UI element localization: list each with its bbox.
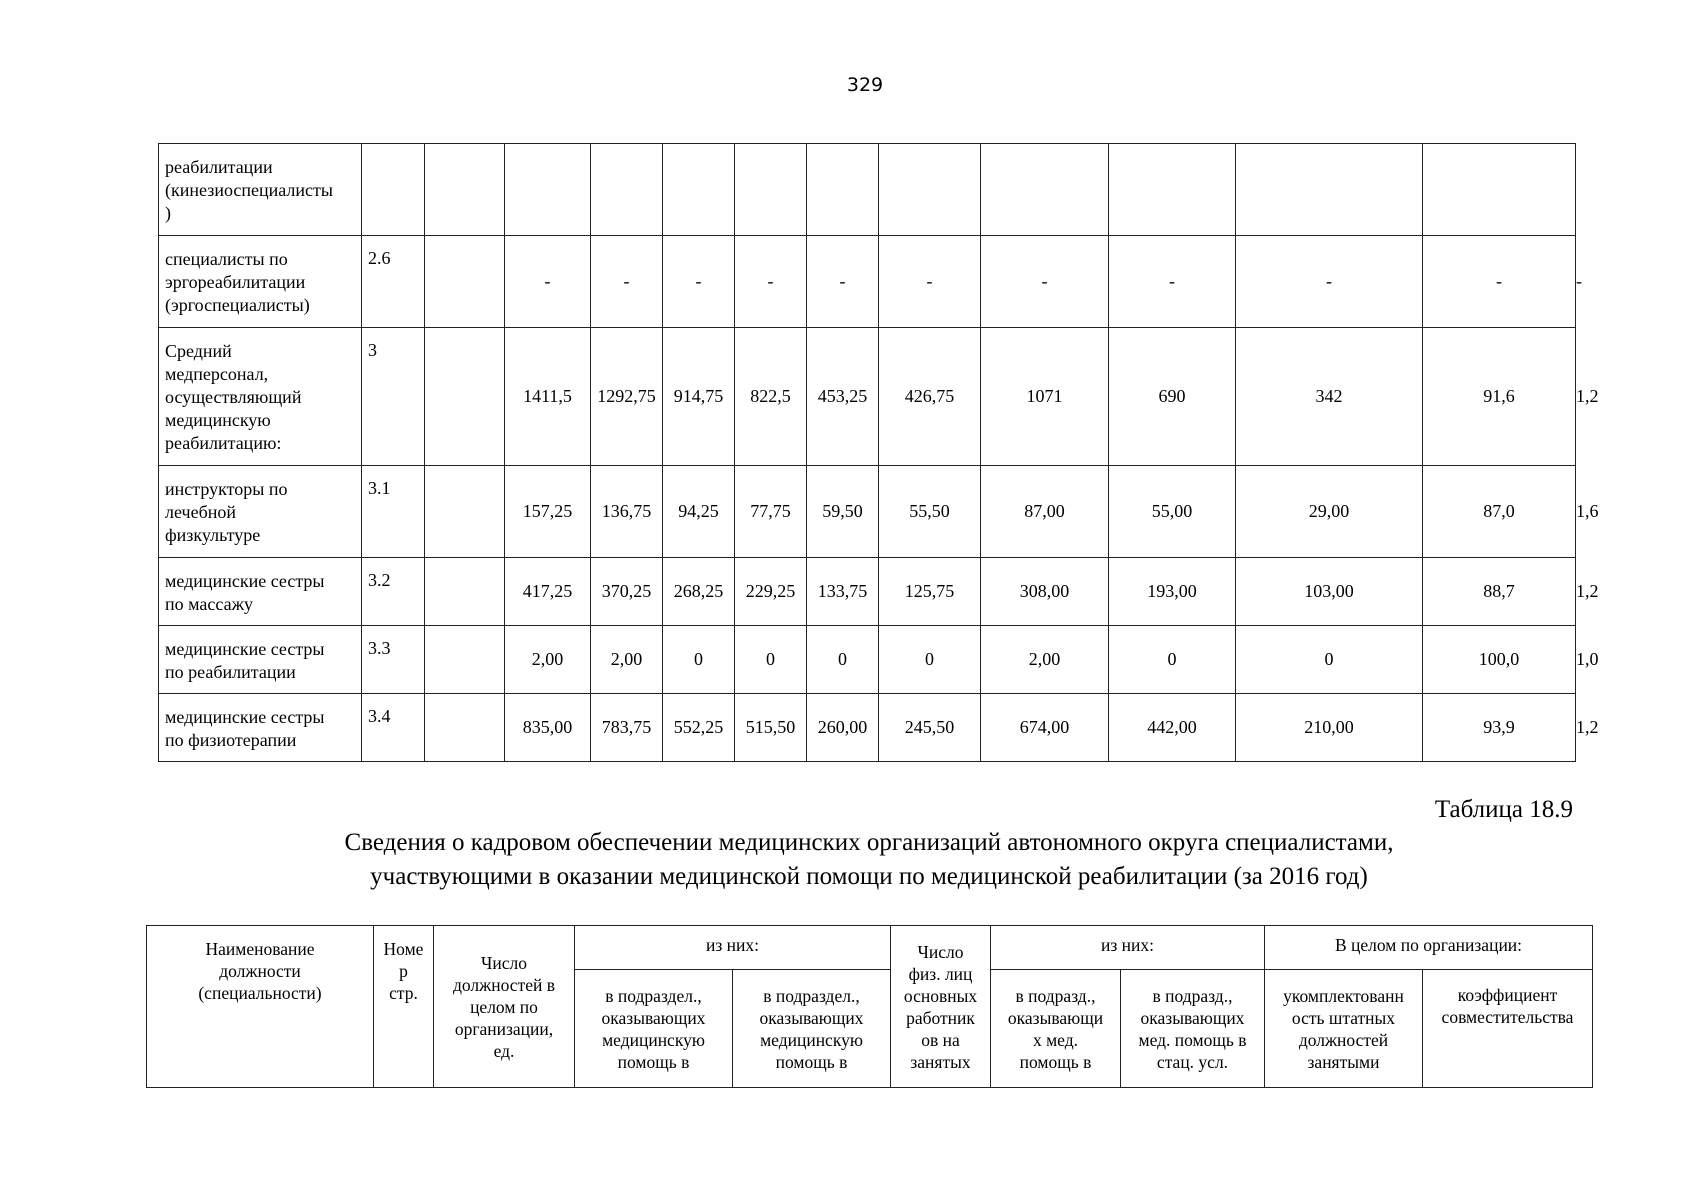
header-sub-column: в подразд., оказывающи х мед. помощь в xyxy=(991,970,1121,1088)
header-physical-persons: Число физ. лиц основных работник ов на занятых xyxy=(891,926,991,1088)
header-total-positions: Число должностей в целом по организации, ед. xyxy=(434,926,575,1088)
value-cell: 94,25 xyxy=(663,466,735,558)
row-number-cell: 3.2 xyxy=(362,558,425,626)
value-cell xyxy=(1236,144,1423,236)
position-name-cell: медицинские сестры по физиотерапии xyxy=(159,694,362,762)
value-cell: - xyxy=(981,236,1109,328)
value-cell xyxy=(807,144,879,236)
value-cell: 0 xyxy=(735,626,807,694)
value-cell: 370,25 xyxy=(591,558,663,626)
header-sub-column: в подраздел., оказывающих медицинскую помощь в xyxy=(733,970,891,1088)
value-cell: - xyxy=(663,236,735,328)
row-number-cell: 2.6 xyxy=(362,236,425,328)
value-cell: 55,50 xyxy=(879,466,981,558)
value-cell: 93,9 xyxy=(1423,694,1576,762)
row-number-cell xyxy=(362,144,425,236)
empty-cell xyxy=(425,466,505,558)
value-cell: - xyxy=(505,236,591,328)
value-cell: 690 xyxy=(1109,328,1236,466)
position-name-cell: инструкторы по лечебной физкультуре xyxy=(159,466,362,558)
position-name-cell: медицинские сестры по реабилитации xyxy=(159,626,362,694)
value-cell: 2,00 xyxy=(591,626,663,694)
value-cell: 87,0 xyxy=(1423,466,1576,558)
value-cell: 268,25 xyxy=(663,558,735,626)
staffing-table-header xyxy=(146,925,1593,1088)
value-cell: 342 xyxy=(1236,328,1423,466)
value-cell xyxy=(1423,144,1576,236)
value-cell: 0 xyxy=(1109,626,1236,694)
position-name-cell: медицинские сестры по массажу xyxy=(159,558,362,626)
value-cell: 77,75 xyxy=(735,466,807,558)
table-row: специалисты по эргореабилитации (эргоспециалисты) 2.6 - - - - - - - - - - - xyxy=(159,236,1576,328)
header-group-of-them: из них: xyxy=(991,926,1265,970)
value-cell xyxy=(505,144,591,236)
value-cell: - xyxy=(1236,236,1423,328)
value-cell: - xyxy=(807,236,879,328)
row-number-cell: 3.3 xyxy=(362,626,425,694)
value-cell xyxy=(663,144,735,236)
value-cell: 193,00 xyxy=(1109,558,1236,626)
value-cell: 914,75 xyxy=(663,328,735,466)
page-number: 329 xyxy=(846,74,884,96)
table-number: Таблица 18.9 xyxy=(1434,796,1573,823)
position-name-cell: реабилитации (кинезиоспециалисты ) xyxy=(159,144,362,236)
value-cell: 1071 xyxy=(981,328,1109,466)
empty-cell xyxy=(425,328,505,466)
value-cell: 835,00 xyxy=(505,694,591,762)
value-cell xyxy=(591,144,663,236)
value-cell: - xyxy=(879,236,981,328)
value-cell xyxy=(981,144,1109,236)
table-row: медицинские сестры по реабилитации 3.3 2,00 2,00 0 0 0 0 2,00 0 0 100,0 1,0 xyxy=(159,626,1576,694)
value-cell: 0 xyxy=(1236,626,1423,694)
value-cell: - xyxy=(1109,236,1236,328)
header-sub-column: в подразд., оказывающих мед. помощь в стац. усл. xyxy=(1121,970,1265,1088)
value-cell: 88,7 xyxy=(1423,558,1576,626)
value-cell: 136,75 xyxy=(591,466,663,558)
value-cell: 2,00 xyxy=(505,626,591,694)
empty-cell xyxy=(425,626,505,694)
header-group-organization: В целом по организации: xyxy=(1265,926,1593,970)
table-row: Средний медперсонал, осуществляющий медицинскую реабилитацию: 3 1411,5 1292,75 914,75 822,5 453,25 426,75 1071 690 342 91,6 1,2 xyxy=(159,328,1576,466)
value-cell: 157,25 xyxy=(505,466,591,558)
value-cell: 783,75 xyxy=(591,694,663,762)
empty-cell xyxy=(425,694,505,762)
table-row xyxy=(159,144,1576,236)
row-number-cell: 3.4 xyxy=(362,694,425,762)
value-cell: 0 xyxy=(879,626,981,694)
value-cell: - xyxy=(591,236,663,328)
staffing-table-continued xyxy=(158,143,1599,762)
value-cell: 2,00 xyxy=(981,626,1109,694)
header-group-of-them: из них: xyxy=(575,926,891,970)
value-cell: 417,25 xyxy=(505,558,591,626)
value-cell: 515,50 xyxy=(735,694,807,762)
value-cell: 91,6 xyxy=(1423,328,1576,466)
table-title-line: участвующими в оказании медицинской помощи по медицинской реабилитации (за 2016 год) xyxy=(370,863,1368,890)
header-sub-column: коэффициент совместительства xyxy=(1423,970,1593,1088)
value-cell: 0 xyxy=(663,626,735,694)
value-cell: 210,00 xyxy=(1236,694,1423,762)
value-cell: 125,75 xyxy=(879,558,981,626)
row-number-cell: 3 xyxy=(362,328,425,466)
value-cell: - xyxy=(1423,236,1576,328)
header-sub-column: в подраздел., оказывающих медицинскую помощь в xyxy=(575,970,733,1088)
value-cell: 55,00 xyxy=(1109,466,1236,558)
value-cell: 59,50 xyxy=(807,466,879,558)
value-cell: - xyxy=(735,236,807,328)
empty-cell xyxy=(425,558,505,626)
value-cell xyxy=(735,144,807,236)
position-name-cell: Средний медперсонал, осуществляющий медицинскую реабилитацию: xyxy=(159,328,362,466)
value-cell: 308,00 xyxy=(981,558,1109,626)
value-cell: 822,5 xyxy=(735,328,807,466)
value-cell: 674,00 xyxy=(981,694,1109,762)
value-cell: 0 xyxy=(807,626,879,694)
value-cell: 1292,75 xyxy=(591,328,663,466)
header-row-number: Номе р стр. xyxy=(374,926,434,1088)
value-cell: 1411,5 xyxy=(505,328,591,466)
table-title-line: Сведения о кадровом обеспечении медицинских организаций автономного округа специалистами, xyxy=(344,829,1394,856)
value-cell: 87,00 xyxy=(981,466,1109,558)
position-name-cell: специалисты по эргореабилитации (эргоспециалисты) xyxy=(159,236,362,328)
value-cell: 453,25 xyxy=(807,328,879,466)
empty-cell xyxy=(425,236,505,328)
header-position-name: Наименование должности (специальности) xyxy=(147,926,374,1088)
value-cell: 103,00 xyxy=(1236,558,1423,626)
value-cell xyxy=(879,144,981,236)
value-cell: 442,00 xyxy=(1109,694,1236,762)
value-cell: 552,25 xyxy=(663,694,735,762)
value-cell xyxy=(1109,144,1236,236)
table-row: медицинские сестры по физиотерапии 3.4 835,00 783,75 552,25 515,50 260,00 245,50 674,00 442,00 210,00 93,9 1,2 xyxy=(159,694,1576,762)
value-cell: 29,00 xyxy=(1236,466,1423,558)
table-title xyxy=(146,826,1592,894)
value-cell: 100,0 xyxy=(1423,626,1576,694)
table-row: инструкторы по лечебной физкультуре 3.1 157,25 136,75 94,25 77,75 59,50 55,50 87,00 55,00 29,00 87,0 1,6 xyxy=(159,466,1576,558)
value-cell: 245,50 xyxy=(879,694,981,762)
value-cell: 133,75 xyxy=(807,558,879,626)
value-cell: 229,25 xyxy=(735,558,807,626)
table-row: медицинские сестры по массажу 3.2 417,25 370,25 268,25 229,25 133,75 125,75 308,00 193,00 103,00 88,7 1,2 xyxy=(159,558,1576,626)
row-number-cell: 3.1 xyxy=(362,466,425,558)
value-cell: 426,75 xyxy=(879,328,981,466)
empty-cell xyxy=(425,144,505,236)
header-sub-column: укомплектованн ость штатных должностей занятыми xyxy=(1265,970,1423,1088)
value-cell: 260,00 xyxy=(807,694,879,762)
